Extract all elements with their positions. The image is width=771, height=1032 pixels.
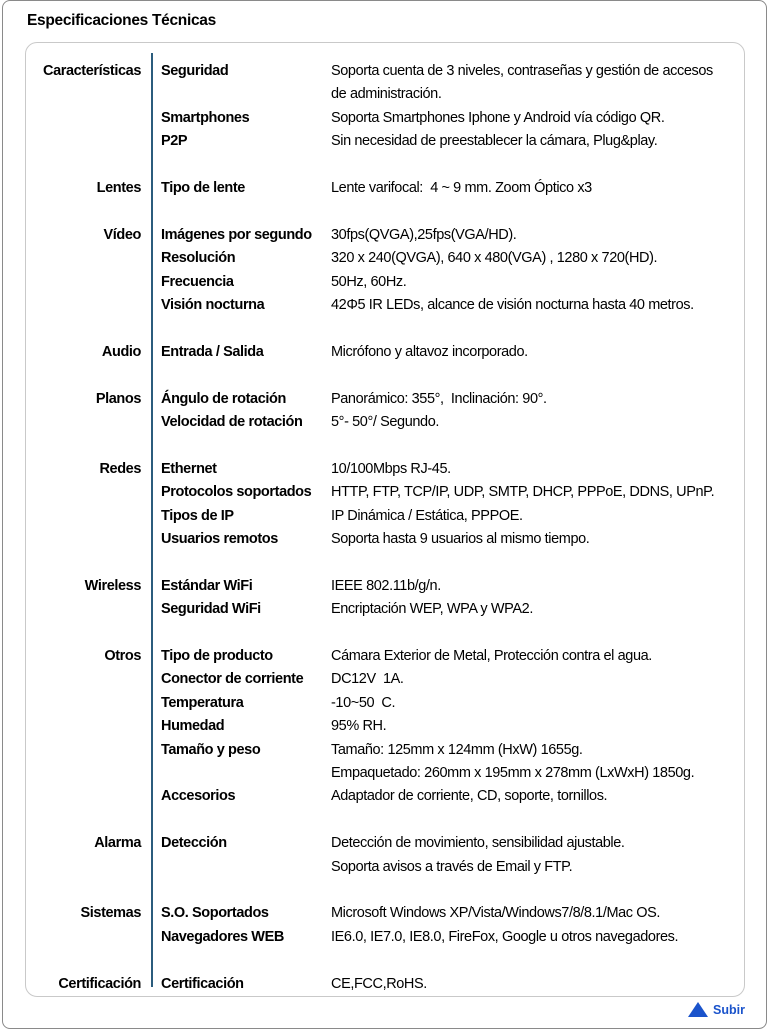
attribute-value-line: Encriptación WEP, WPA y WPA2.	[331, 601, 533, 618]
category-label: Alarma	[94, 835, 141, 852]
attribute-value-line: Lente varifocal: 4 ~ 9 mm. Zoom Óptico x3	[331, 180, 592, 197]
attribute-value-line: Panorámico: 355°, Inclinación: 90°.	[331, 390, 547, 407]
attribute-value-line: Soporta avisos a través de Email y FTP.	[331, 858, 573, 875]
attribute-value-line: HTTP, FTP, TCP/IP, UDP, SMTP, DHCP, PPPoE, DDNS, UPnP.	[331, 484, 715, 501]
attribute-label: Navegadores WEB	[161, 928, 284, 945]
attribute-label: Frecuencia	[161, 273, 234, 290]
spec-rows	[161, 832, 744, 879]
attribute-label: Seguridad	[161, 63, 229, 79]
category-label: Sistemas	[80, 905, 141, 922]
spec-row	[161, 271, 744, 294]
spec-row	[161, 388, 744, 411]
attribute-label: Ethernet	[161, 460, 217, 477]
attribute-label: Protocolos soportados	[161, 484, 312, 501]
spec-section	[26, 388, 744, 435]
attribute-value	[331, 739, 744, 786]
attribute-value	[331, 107, 744, 130]
spec-table-panel	[25, 42, 745, 997]
category-label: Audio	[101, 343, 141, 360]
category-label: Wireless	[84, 577, 141, 594]
attribute-label: Estándar WiFi	[161, 577, 253, 594]
attribute-label: Tipo de producto	[161, 648, 273, 665]
attribute-value-line: 50Hz, 60Hz.	[331, 273, 407, 290]
spec-row	[161, 575, 744, 598]
spec-section	[26, 341, 744, 364]
attribute-value	[331, 973, 744, 996]
spec-rows	[161, 177, 744, 200]
attribute-value	[331, 832, 744, 879]
attribute-label: Seguridad WiFi	[161, 601, 261, 618]
spec-row	[161, 668, 744, 691]
attribute-value	[331, 388, 744, 411]
attribute-value	[331, 692, 744, 715]
attribute-label: Conector de corriente	[161, 671, 304, 688]
attribute-label: Accesorios	[161, 788, 236, 805]
spec-table	[26, 60, 744, 997]
attribute-value	[331, 902, 744, 925]
spec-rows	[161, 575, 744, 622]
spec-section	[26, 973, 744, 996]
attribute-value	[331, 598, 744, 621]
spec-rows	[161, 60, 744, 154]
spec-section	[26, 902, 744, 949]
category-label: Redes	[99, 460, 141, 477]
category-label: Planos	[95, 390, 141, 407]
attribute-label: S.O. Soportados	[161, 905, 269, 922]
attribute-value	[331, 645, 744, 668]
attribute-label: Resolución	[161, 250, 236, 267]
spec-row	[161, 739, 744, 786]
attribute-value	[331, 224, 744, 247]
spec-row	[161, 224, 744, 247]
attribute-label: Imágenes por segundo	[161, 226, 312, 243]
attribute-value-line: 30fps(QVGA),25fps(VGA/HD).	[331, 226, 517, 243]
attribute-label: Detección	[161, 835, 227, 852]
attribute-value-line: 10/100Mbps RJ-45.	[331, 460, 451, 477]
spec-rows	[161, 902, 744, 949]
spec-rows	[161, 224, 744, 318]
spec-row	[161, 832, 744, 879]
attribute-value-line: Empaquetado: 260mm x 195mm x 278mm (LxWxH) 1850g.	[331, 765, 695, 782]
attribute-label: Tamaño y peso	[161, 741, 261, 758]
spec-rows	[161, 458, 744, 552]
back-to-top-link[interactable]	[688, 1002, 745, 1017]
attribute-value	[331, 271, 744, 294]
attribute-value-line: 5°- 50°/ Segundo.	[331, 414, 439, 431]
attribute-value	[331, 411, 744, 434]
attribute-value	[331, 668, 744, 691]
spec-row	[161, 107, 744, 130]
attribute-label: Smartphones	[161, 109, 250, 126]
attribute-value	[331, 294, 744, 317]
attribute-value-line: 42Φ5 IR LEDs, alcance de visión nocturna hasta 40 metros.	[331, 297, 694, 314]
spec-row	[161, 60, 744, 107]
attribute-value-line: Soporta hasta 9 usuarios al mismo tiempo.	[331, 531, 590, 548]
spec-section	[26, 645, 744, 809]
spec-row	[161, 481, 744, 504]
up-triangle-icon	[688, 1002, 708, 1017]
attribute-value-line: Cámara Exterior de Metal, Protección contra el agua.	[331, 648, 652, 665]
attribute-value-line: Soporta cuenta de 3 niveles, contraseñas y gestión de accesos	[331, 63, 713, 79]
attribute-value	[331, 715, 744, 738]
spec-row	[161, 505, 744, 528]
attribute-value-line: Sin necesidad de preestablecer la cámara, Plug&play.	[331, 133, 658, 150]
spec-row	[161, 177, 744, 200]
attribute-value-line: de administración.	[331, 86, 442, 103]
spec-row	[161, 645, 744, 668]
attribute-value-line: Adaptador de corriente, CD, soporte, tornillos.	[331, 788, 608, 805]
spec-section	[26, 832, 744, 879]
spec-section	[26, 458, 744, 552]
attribute-label: Usuarios remotos	[161, 531, 278, 548]
category-label: Certificación	[58, 975, 141, 992]
spec-row	[161, 785, 744, 808]
page-title: Especificaciones Técnicas	[27, 12, 216, 29]
spec-row	[161, 528, 744, 551]
attribute-value-line: Micrófono y altavoz incorporado.	[331, 343, 528, 360]
spec-row	[161, 692, 744, 715]
attribute-label: Temperatura	[161, 694, 244, 711]
spec-row	[161, 715, 744, 738]
attribute-label: Tipos de IP	[161, 507, 234, 524]
spec-row	[161, 294, 744, 317]
attribute-value	[331, 528, 744, 551]
spec-row	[161, 130, 744, 153]
attribute-label: Certificación	[161, 975, 244, 992]
attribute-value	[331, 505, 744, 528]
attribute-value-line: Microsoft Windows XP/Vista/Windows7/8/8.1/Mac OS.	[331, 905, 661, 922]
attribute-value	[331, 60, 744, 107]
attribute-value	[331, 247, 744, 270]
spec-row	[161, 341, 744, 364]
spec-rows	[161, 341, 744, 364]
attribute-value-line: 95% RH.	[331, 718, 387, 735]
attribute-label: Tipo de lente	[161, 180, 245, 197]
attribute-value-line: IEEE 802.11b/g/n.	[331, 577, 441, 594]
spec-rows	[161, 388, 744, 435]
spec-row	[161, 411, 744, 434]
spec-row	[161, 247, 744, 270]
category-label: Lentes	[96, 180, 141, 197]
spec-row	[161, 902, 744, 925]
spec-section	[26, 224, 744, 318]
attribute-label: Humedad	[161, 718, 225, 735]
back-to-top-label: Subir	[713, 1002, 745, 1017]
attribute-value	[331, 575, 744, 598]
attribute-value	[331, 481, 744, 504]
attribute-value-line: Detección de movimiento, sensibilidad ajustable.	[331, 835, 625, 852]
spec-section	[26, 575, 744, 622]
attribute-value	[331, 130, 744, 153]
spec-row	[161, 598, 744, 621]
spec-section	[26, 177, 744, 200]
attribute-label: Visión nocturna	[161, 297, 265, 314]
attribute-value	[331, 785, 744, 808]
attribute-value-line: IE6.0, IE7.0, IE8.0, FireFox, Google u otros navegadores.	[331, 928, 679, 945]
attribute-label: P2P	[161, 133, 188, 150]
attribute-value	[331, 177, 744, 200]
category-label: Características	[43, 63, 141, 79]
attribute-label: Ángulo de rotación	[161, 390, 286, 407]
attribute-value	[331, 458, 744, 481]
category-label: Otros	[104, 648, 141, 665]
spec-row	[161, 973, 744, 996]
attribute-value	[331, 341, 744, 364]
spec-row	[161, 458, 744, 481]
attribute-value	[331, 926, 744, 949]
attribute-value-line: Tamaño: 125mm x 124mm (HxW) 1655g.	[331, 741, 583, 758]
attribute-label: Velocidad de rotación	[161, 414, 303, 431]
attribute-value-line: Soporta Smartphones Iphone y Android vía código QR.	[331, 109, 665, 126]
spec-section	[26, 60, 744, 154]
attribute-label: Entrada / Salida	[161, 343, 264, 360]
attribute-value-line: CE,FCC,RoHS.	[331, 975, 427, 992]
category-label: Vídeo	[103, 226, 141, 243]
attribute-value-line: DC12V 1A.	[331, 671, 404, 688]
spec-row	[161, 926, 744, 949]
attribute-value-line: -10~50 C.	[331, 694, 396, 711]
attribute-value-line: IP Dinámica / Estática, PPPOE.	[331, 507, 523, 524]
spec-rows	[161, 973, 744, 996]
attribute-value-line: 320 x 240(QVGA), 640 x 480(VGA) , 1280 x 720(HD).	[331, 250, 658, 267]
spec-rows	[161, 645, 744, 809]
